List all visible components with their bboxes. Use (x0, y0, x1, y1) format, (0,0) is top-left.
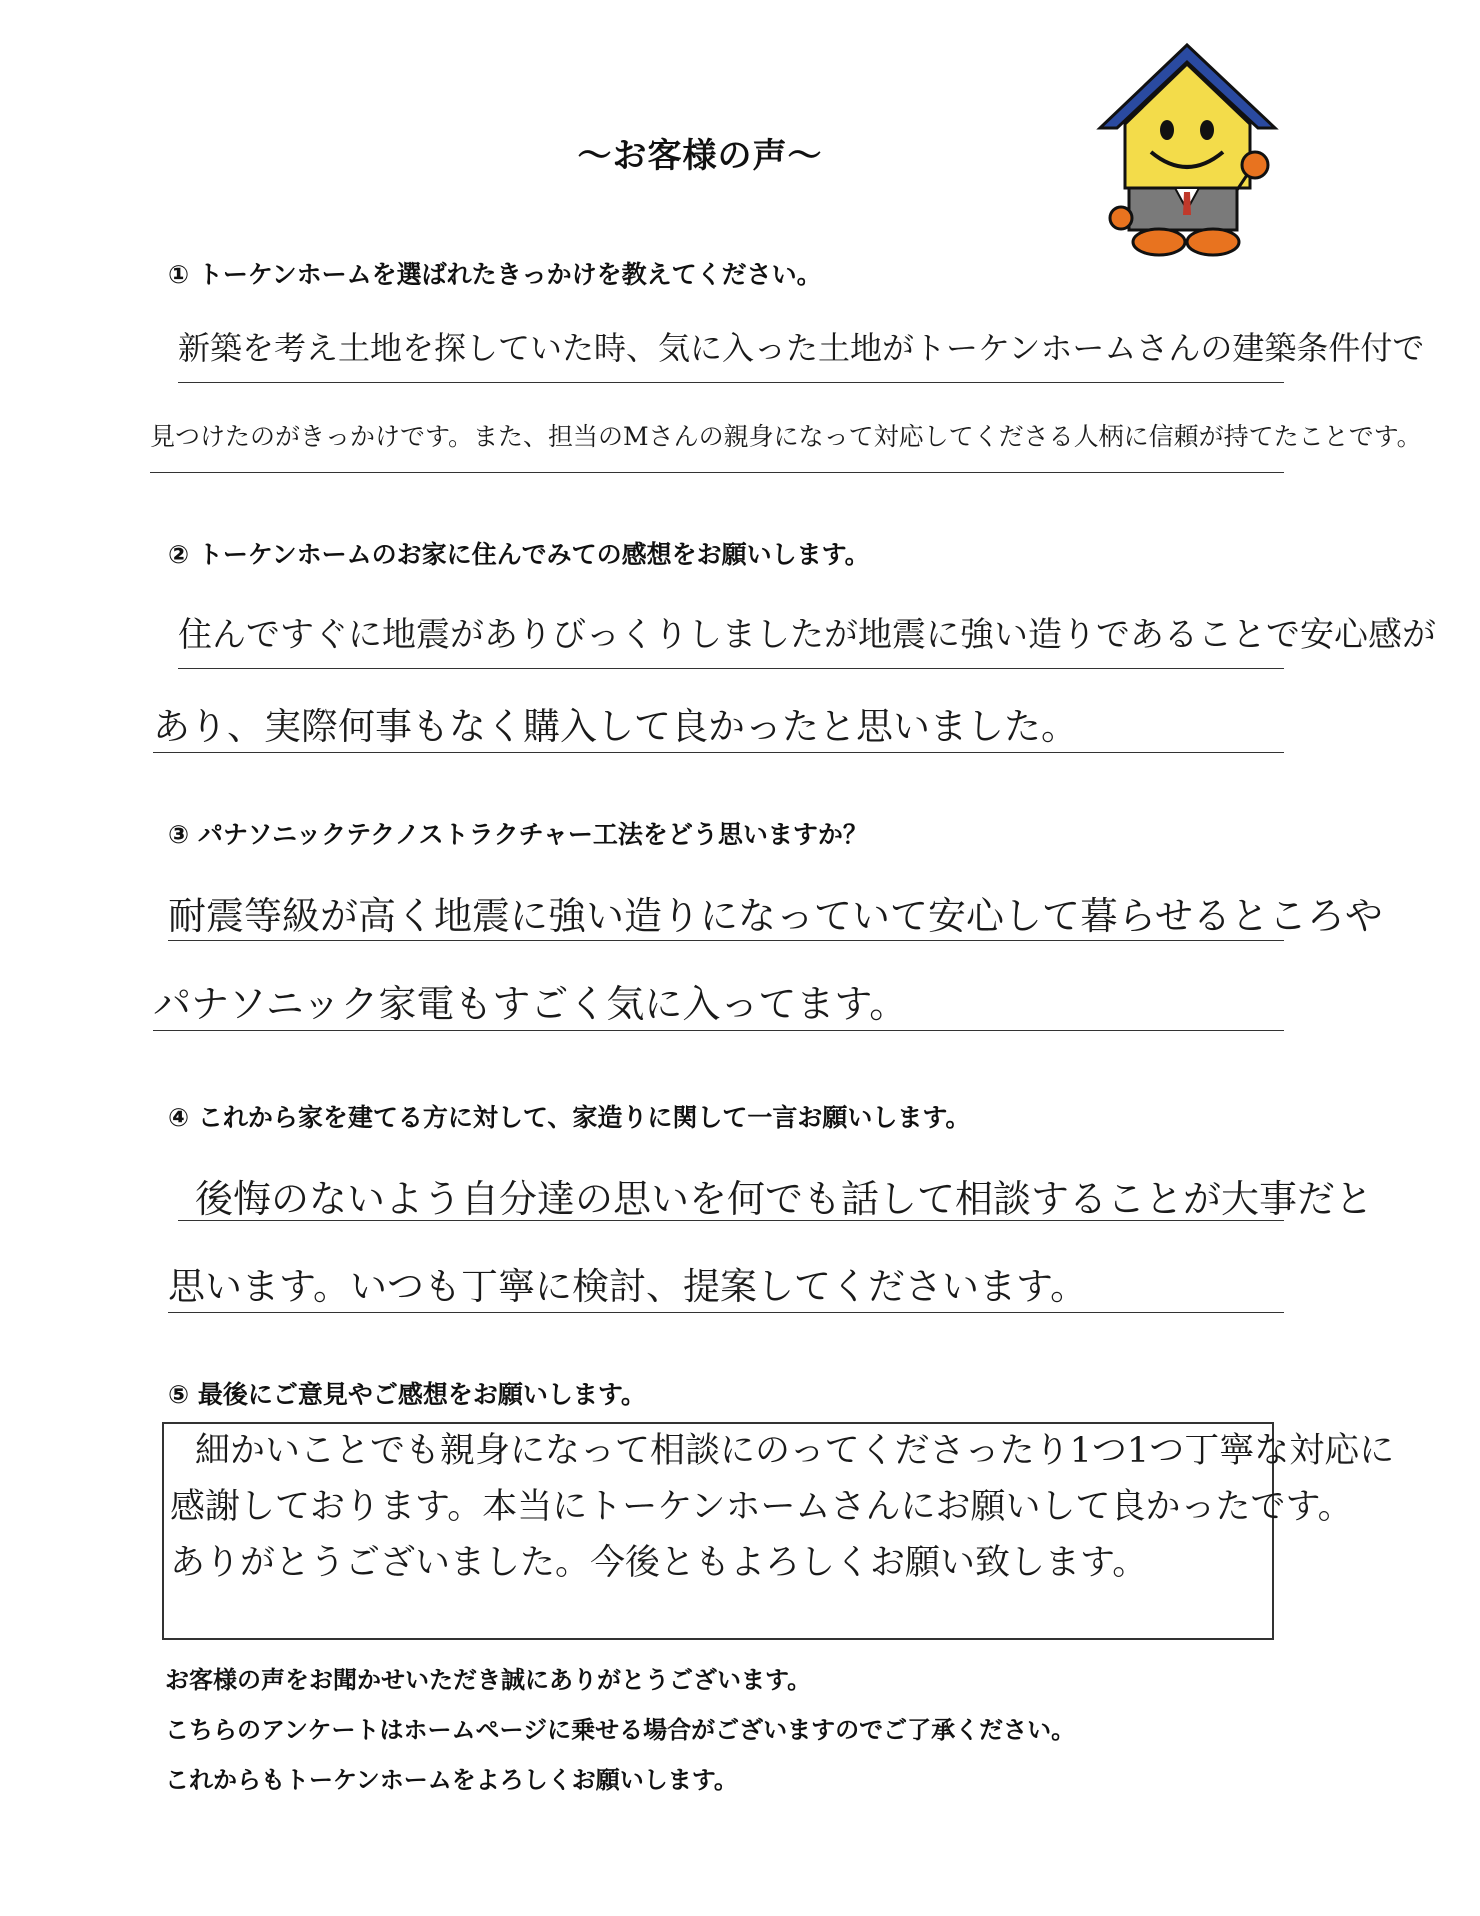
answer-4-line-2: 思います。いつも丁寧に検討、提案してくださいます。 (168, 1265, 1088, 1308)
answer-2-line-2: あり、実際何事もなく購入して良かったと思いました。 (153, 705, 1078, 748)
answer-1-line-2: 見つけたのがきっかけです。また、担当のMさんの親身になって対応してくださる人柄に信頼が持てたことです。 (150, 422, 1422, 451)
closing-line-1: お客様の声をお聞かせいただき誠にありがとうございます。 (165, 1666, 812, 1694)
answer-line-rule (153, 1030, 1284, 1031)
answer-line-rule (168, 940, 1284, 941)
question-2: ② トーケンホームのお家に住んでみての感想をお願いします。 (168, 540, 870, 569)
answer-line-rule (178, 382, 1284, 383)
answer-5-line-1: 細かいことでも親身になって相談にのってくださったり1つ1つ丁寧な対応に (195, 1431, 1395, 1471)
answer-5-line-3: ありがとうございました。今後ともよろしくお願い致します。 (170, 1543, 1148, 1583)
question-1: ① トーケンホームを選ばれたきっかけを教えてください。 (168, 260, 822, 289)
answer-line-rule (178, 668, 1284, 669)
answer-3-line-2: パナソニック家電もすごく気に入ってます。 (153, 982, 908, 1026)
answer-3-line-1: 耐震等級が高く地震に強い造りになっていて安心して暮らせるところや (168, 894, 1383, 938)
house-mascot-icon (1095, 40, 1280, 265)
answer-line-rule (168, 1312, 1284, 1313)
question-3: ③ パナソニックテクノストラクチャー工法をどう思いますか？ (168, 820, 868, 849)
answer-1-line-1: 新築を考え土地を探していた時、気に入った土地がトーケンホームさんの建築条件付で (178, 329, 1425, 367)
closing-line-2: こちらのアンケートはホームページに乗せる場合がございますのでご了承ください。 (165, 1716, 1076, 1744)
answer-line-rule (153, 752, 1284, 753)
answer-line-rule (150, 472, 1284, 473)
answer-line-rule (178, 1220, 1284, 1221)
page-title: 〜お客様の声〜 (577, 136, 823, 176)
question-5: ⑤ 最後にご意見やご感想をお願いします。 (168, 1380, 646, 1409)
closing-line-3: これからもトーケンホームをよろしくお願いします。 (165, 1766, 738, 1794)
question-4: ④ これから家を建てる方に対して、家造りに関して一言お願いします。 (168, 1103, 971, 1132)
answer-4-line-1: 後悔のないよう自分達の思いを何でも話して相談することが大事だと (195, 1177, 1374, 1221)
answer-5-line-2: 感謝しております。本当にトーケンホームさんにお願いして良かったです。 (170, 1487, 1353, 1527)
answer-2-line-1: 住んですぐに地震がありびっくりしましたが地震に強い造りであることで安心感が (178, 615, 1436, 655)
